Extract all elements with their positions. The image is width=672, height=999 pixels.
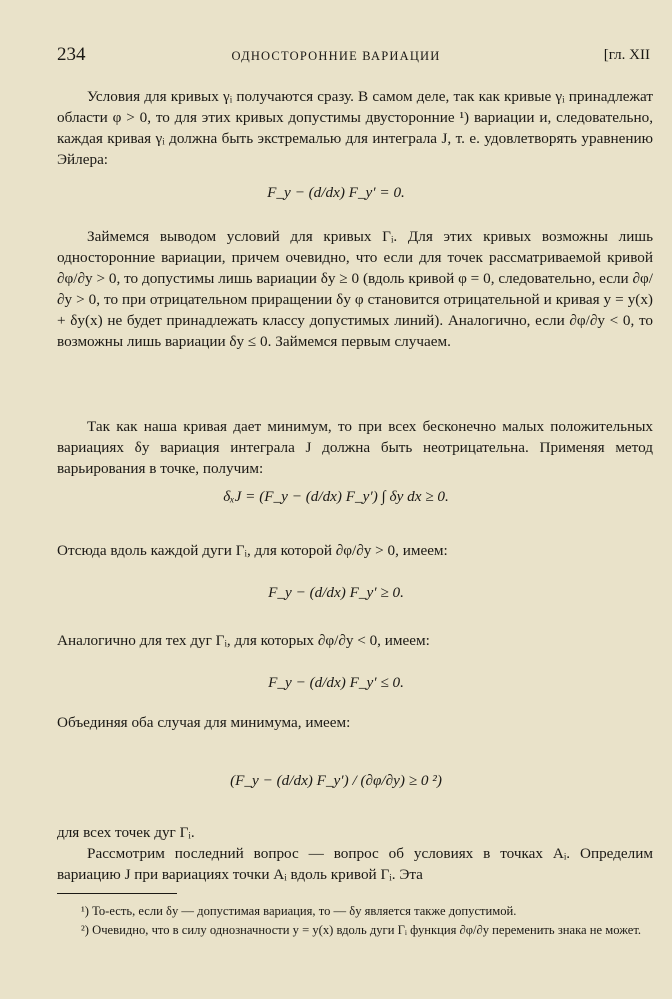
equation-le: F_y − (d/dx) F_y′ ≤ 0. — [268, 674, 404, 691]
paragraph-7: для всех точек дуг Γᵢ. — [57, 824, 195, 841]
chapter-label: [гл. XII — [603, 47, 650, 63]
footnote-rule — [57, 893, 177, 894]
equation-combined: (F_y − (d/dx) F_y′) / (∂φ/∂y) ≥ 0 ²) — [230, 772, 442, 789]
running-head: ОДНОСТОРОННИЕ ВАРИАЦИИ — [231, 49, 441, 63]
footnote-1: ¹) То-есть, если δy — допустимая вариация, то — δy является также допустимой. — [81, 904, 517, 918]
paragraph-5: Аналогично для тех дуг Γᵢ, для которых ∂φ/∂y < 0, имеем: — [57, 632, 430, 649]
paragraph-6: Объединяя оба случая для минимума, имеем: — [57, 714, 351, 731]
paragraph-2: Займемся выводом условий для кривых Γᵢ. Для этих кривых возможны лишь односторонние вариации, причем очевидно, что если для точек рассматриваемой кривой ∂φ/∂y > 0, то допустимы лишь вариации δy ≥ 0 (вдоль кривой φ = 0, следовательно, если ∂φ/∂y > 0, то при отрицательном приращении δy φ становится отрицательной и кривая y = y(x) + δy(x) не будет принадлежать классу допустимых линий). Аналогично, если ∂φ/∂y < 0, то возможны лишь вариации δy ≤ 0. Займемся первым случаем. — [57, 228, 653, 350]
paragraph-3: Так как наша кривая дает минимум, то при всех бесконечно малых положительных вариациях δy вариация интеграла J должна быть неотрицательна. Применяя метод варьирования в точке, получим: — [57, 418, 653, 477]
paragraph-8: Рассмотрим последний вопрос — вопрос об условиях в точках Aᵢ. Определим вариацию J при вариациях точки Aᵢ вдоль кривой Γᵢ. Эта — [57, 845, 653, 883]
equation-euler: F_y − (d/dx) F_y′ = 0. — [267, 184, 405, 201]
paragraph-1: Условия для кривых γᵢ получаются сразу. В самом деле, так как кривые γᵢ принадлежат области φ > 0, то для этих кривых допустимы двусторонние ¹) вариации и, следовательно, каждая кривая γᵢ должна быть экстремалью для интеграла J, т. е. удовлетворять уравнению Эйлера: — [57, 88, 653, 168]
footnote-2: ²) Очевидно, что в силу однозначности y = y(x) вдоль дуги Γᵢ функция ∂φ/∂y переменить знака не может. — [81, 923, 642, 937]
paragraph-4: Отсюда вдоль каждой дуги Γᵢ, для которой ∂φ/∂y > 0, имеем: — [57, 542, 448, 559]
page-number: 234 — [57, 44, 86, 65]
equation-variation: δₓJ = (F_y − (d/dx) F_y′) ∫ δy dx ≥ 0. — [223, 488, 449, 505]
equation-ge: F_y − (d/dx) F_y′ ≥ 0. — [268, 584, 404, 601]
